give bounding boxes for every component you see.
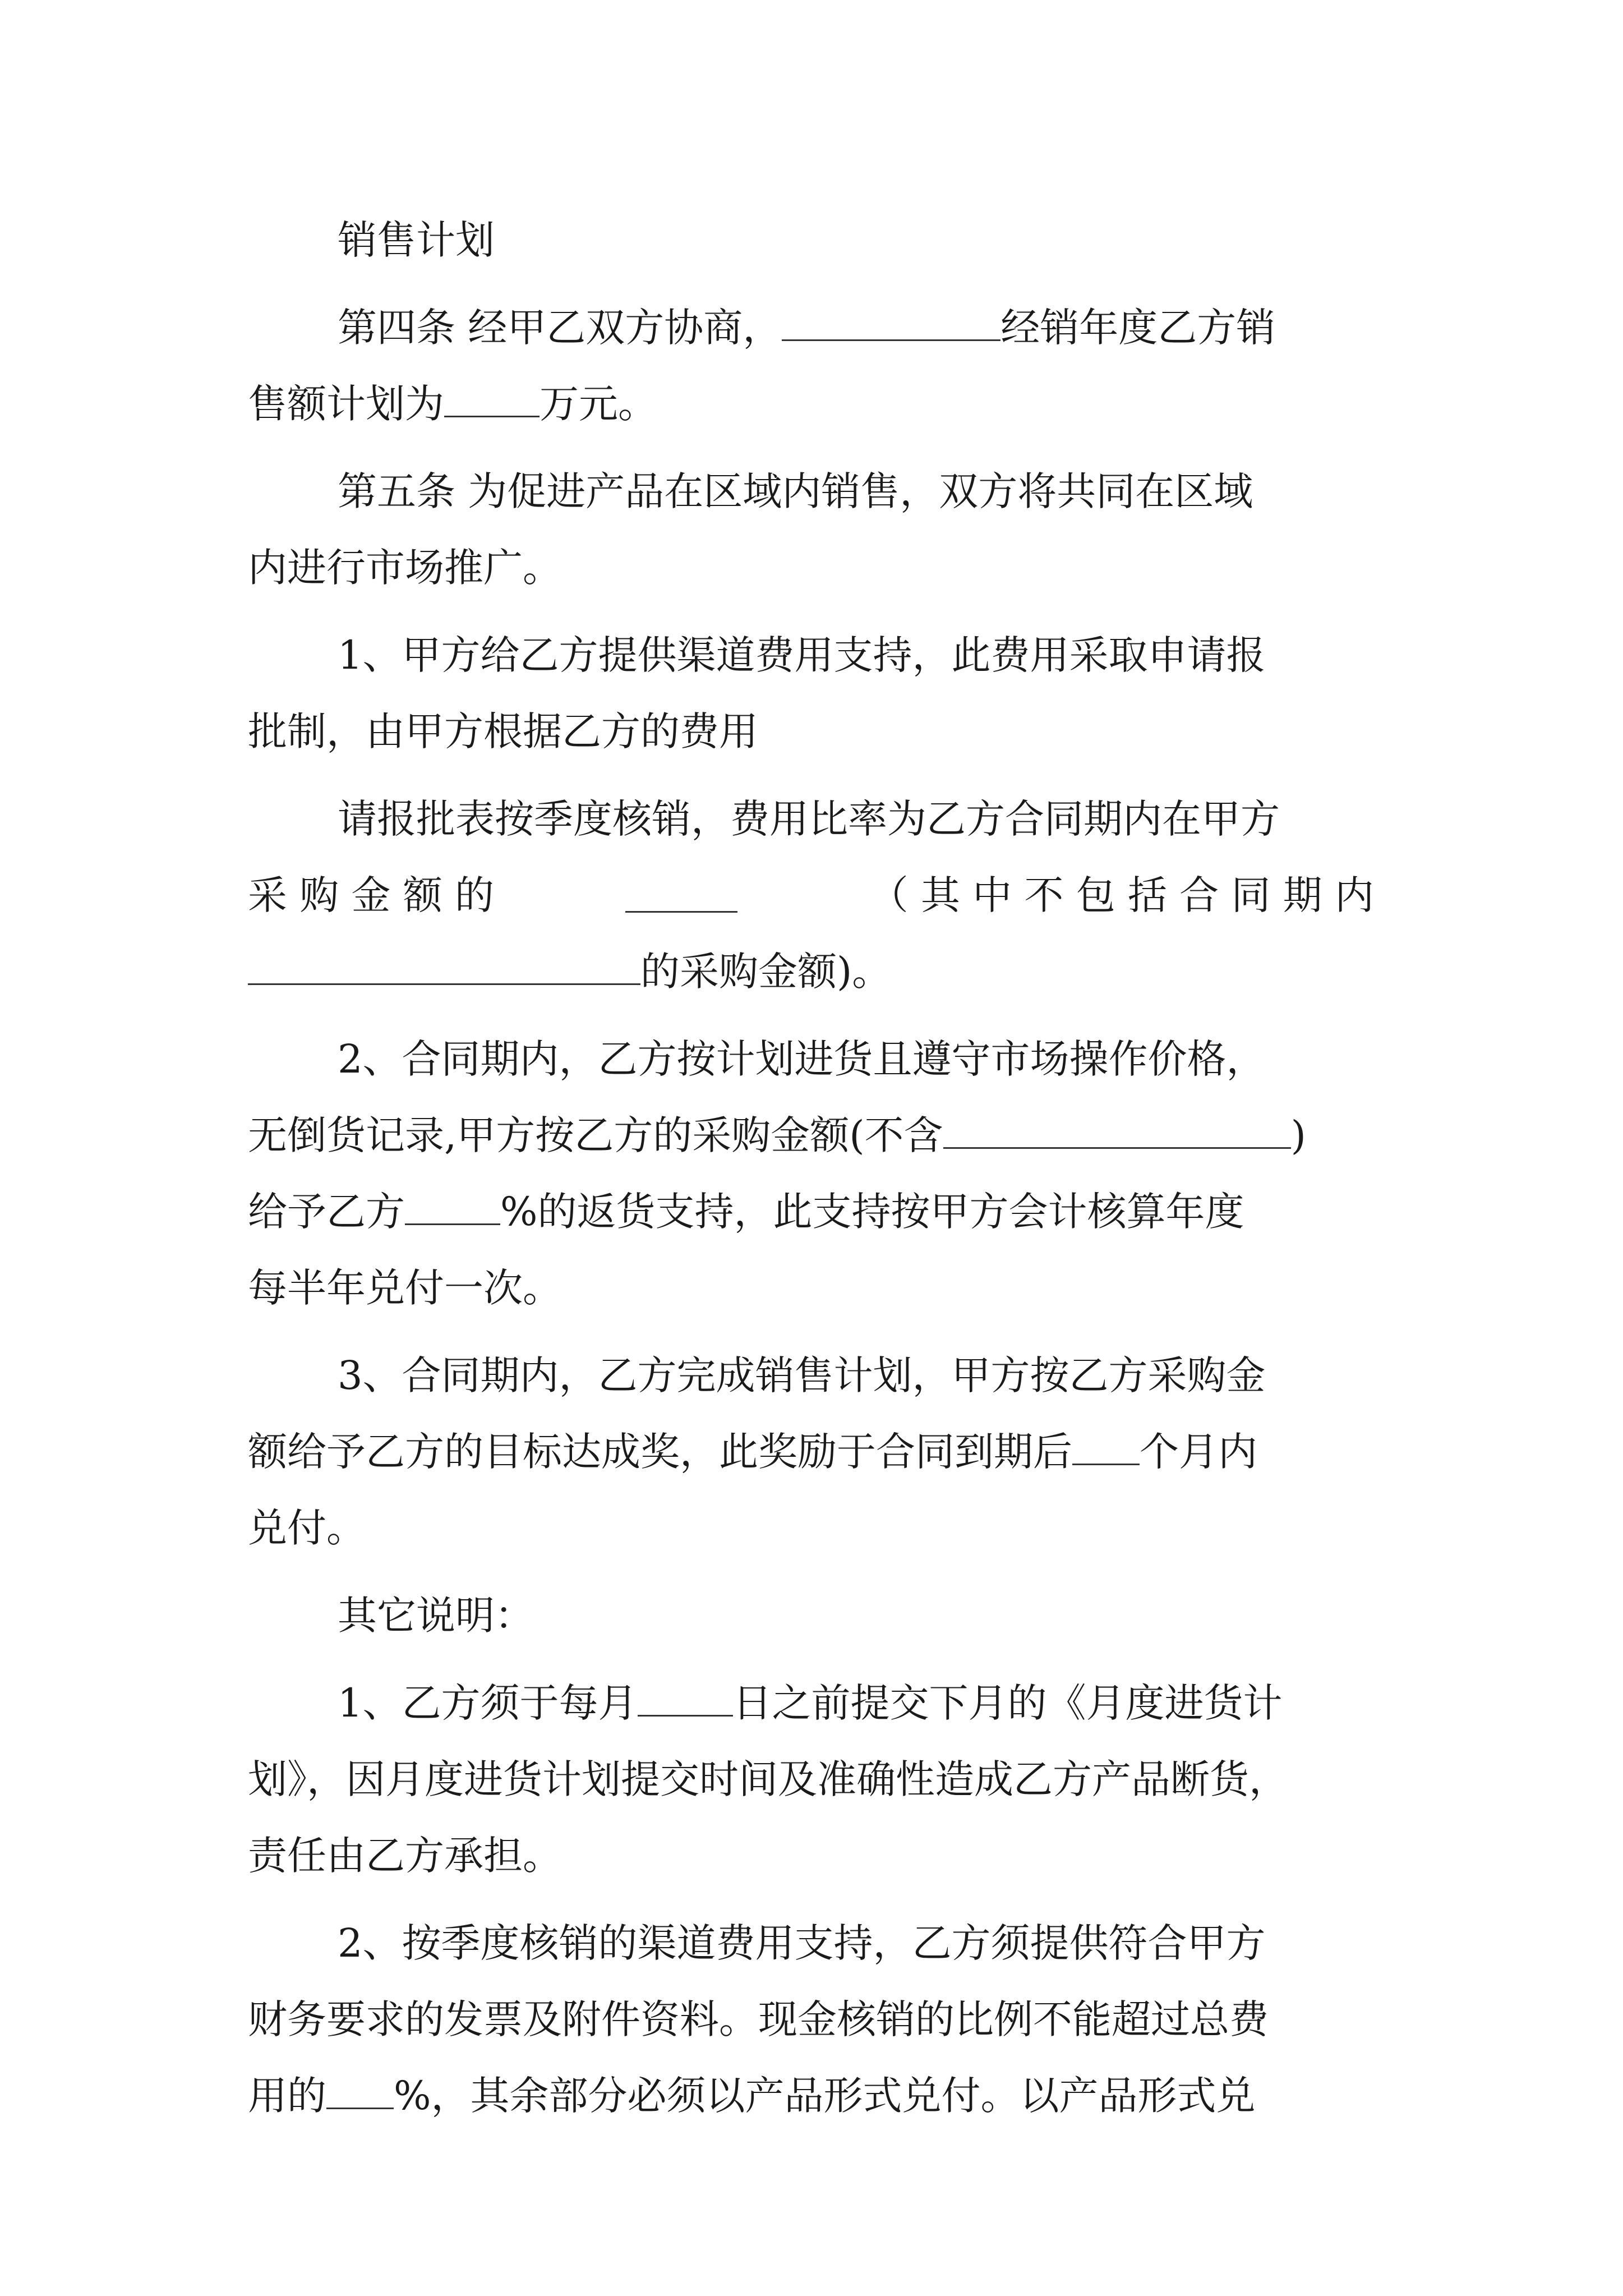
blank-line — [444, 384, 540, 417]
note-2-text: %，其余部分必须以产品形式兑付。以产品形式兑 — [394, 2073, 1256, 2119]
clause-1-text: （ 其 中 不 包 括 合 同 期 内 — [869, 872, 1374, 918]
article-4-text: 万元。 — [540, 381, 657, 427]
blank-line — [405, 1192, 500, 1225]
clause-1-text: 的采购金额)。 — [640, 949, 892, 995]
note-1-text: 日之前提交下月的《月度进货计 — [732, 1680, 1283, 1726]
clause-1-text: 1、甲方给乙方提供渠道费用支持，此费用采取申请报 — [338, 632, 1266, 678]
note-2-text: 财务要求的发票及附件资料。现金核销的比例不能超过总费 — [248, 1996, 1269, 2042]
clause-2-text: 2、合同期内，乙方按计划进货且遵守市场操作价格， — [338, 1036, 1266, 1082]
section-heading-text: 其它说明： — [338, 1593, 534, 1639]
clause-1-line-4 — [248, 857, 1374, 933]
clause-1-line-3 — [248, 781, 1374, 857]
clause-2-line-1 — [248, 1021, 1374, 1097]
clause-1-text: 批制，由甲方根据乙方的费用 — [248, 708, 758, 754]
note-1-line-3 — [248, 1818, 1374, 1894]
clause-2-text: %的返货支持，此支持按甲方会计核算年度 — [500, 1189, 1244, 1235]
clause-3-text: 3、合同期内，乙方完成销售计划，甲方按乙方采购金 — [338, 1352, 1266, 1398]
blank-line — [638, 1683, 733, 1717]
clause-2-text: 无倒货记录,甲方按乙方的采购金额(不含 — [248, 1112, 943, 1158]
article-5-text: 内进行市场推广。 — [248, 545, 562, 591]
clause-2-text: 给予乙方 — [248, 1189, 405, 1235]
clause-2-line-4 — [248, 1250, 1374, 1326]
clause-2-line-3 — [248, 1174, 1374, 1250]
blank-line — [248, 952, 640, 985]
article-5-line-2 — [248, 530, 1374, 606]
section-heading-text: 销售计划 — [338, 217, 495, 263]
blank-line — [1072, 1432, 1140, 1465]
clause-3-text: 兑付。 — [248, 1505, 366, 1551]
blank-line — [943, 1116, 1291, 1149]
note-1-line-2 — [248, 1741, 1374, 1818]
article-5-line-1 — [248, 453, 1374, 530]
clause-2-line-2 — [248, 1097, 1374, 1174]
clause-3-line-3 — [248, 1490, 1374, 1566]
article-5-text: 第五条 为促进产品在区域内销售，双方将共同在区域 — [338, 468, 1253, 514]
note-2-text: 用的 — [248, 2073, 326, 2119]
note-2-line-1 — [248, 1905, 1374, 1981]
blank-line — [625, 880, 737, 913]
article-4-line-2 — [248, 366, 1374, 442]
clause-1-text: 请报批表按季度核销，费用比率为乙方合同期内在甲方 — [338, 796, 1280, 842]
blank-line — [782, 308, 1000, 341]
note-1-text: 划》，因月度进货计划提交时间及准确性造成乙方产品断货， — [248, 1756, 1288, 1802]
section-heading-other-notes — [248, 1577, 1374, 1654]
note-1-text: 责任由乙方承担。 — [248, 1833, 562, 1879]
note-1-line-1 — [248, 1665, 1374, 1741]
clause-3-line-2 — [248, 1414, 1374, 1490]
article-4-text: 售额计划为 — [248, 381, 444, 427]
clause-1-line-2 — [248, 693, 1374, 770]
article-4-text: 经销年度乙方销 — [1000, 305, 1276, 351]
clause-1-line-1 — [248, 617, 1374, 693]
article-4-text: 第四条 经甲乙双方协商， — [338, 305, 782, 351]
note-1-text: 1、乙方须于每月 — [338, 1680, 638, 1726]
note-2-line-2 — [248, 1981, 1374, 2058]
clause-3-text: 个月内 — [1140, 1429, 1257, 1475]
clause-3-line-1 — [248, 1337, 1374, 1414]
clause-2-text: ) — [1290, 1112, 1306, 1158]
blank-line — [326, 2076, 394, 2109]
article-4-line-1 — [248, 289, 1374, 366]
section-heading-sales-plan — [248, 202, 1374, 278]
note-2-line-3 — [248, 2058, 1374, 2134]
clause-3-text: 额给予乙方的目标达成奖，此奖励于合同到期后 — [248, 1429, 1072, 1475]
note-2-text: 2、按季度核销的渠道费用支持，乙方须提供符合甲方 — [338, 1920, 1266, 1966]
document-body — [248, 202, 1374, 2134]
clause-1-text: 采 购 金 额 的 — [248, 872, 495, 918]
clause-1-line-5 — [248, 933, 1374, 1010]
clause-2-text: 每半年兑付一次。 — [248, 1265, 562, 1311]
